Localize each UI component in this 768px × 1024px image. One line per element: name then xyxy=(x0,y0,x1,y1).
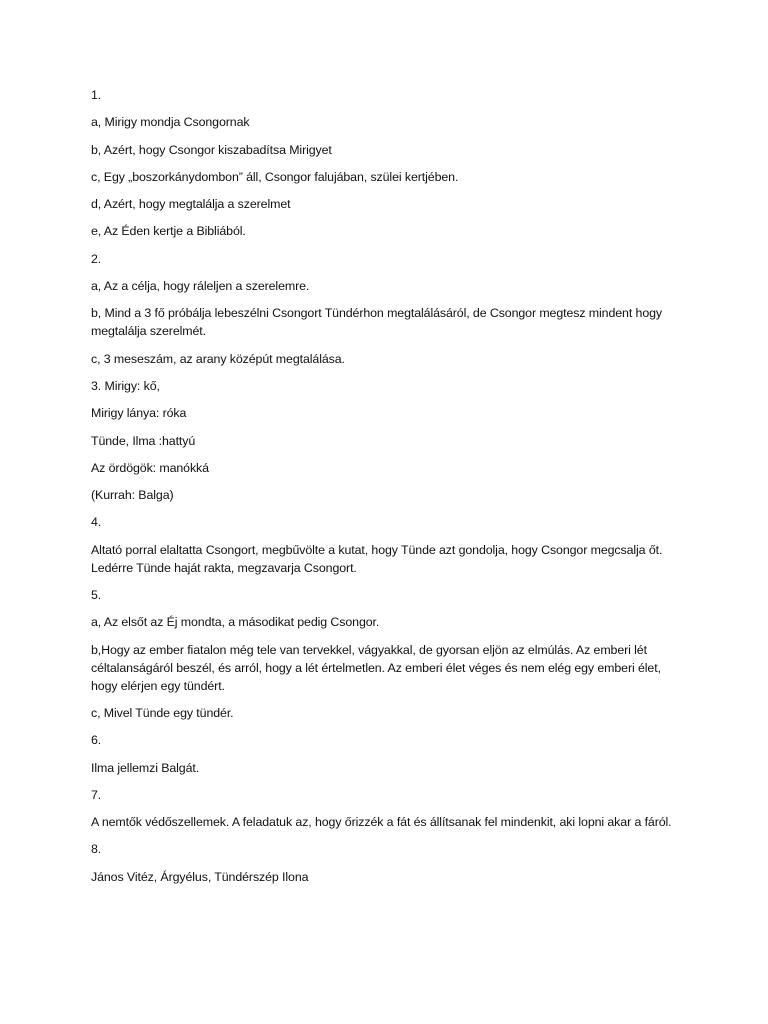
paragraph: b, Mind a 3 fő próbálja lebeszélni Csongort Tündérhon megtalálásáról, de Csongor megtesz mindent hogy megtalálja szerelmét. xyxy=(91,306,662,339)
paragraph: Tünde, Ilma :hattyú xyxy=(91,433,196,448)
paragraph: 5. xyxy=(91,588,102,603)
paragraph: a, Mirigy mondja Csongornak xyxy=(91,115,250,130)
paragraph: a, Az a célja, hogy ráleljen a szerelemre. xyxy=(91,279,310,294)
paragraph: 8. xyxy=(91,842,102,857)
paragraph: Ilma jellemzi Balgát. xyxy=(91,760,200,775)
paragraph: a, Az elsőt az Éj mondta, a másodikat pedig Csongor. xyxy=(91,615,380,630)
paragraph: b, Azért, hogy Csongor kiszabadítsa Mirigyet xyxy=(91,142,332,157)
paragraph: Mirigy lánya: róka xyxy=(91,406,187,421)
paragraph: Altató porral elaltatta Csongort, megbűvölte a kutat, hogy Tünde azt gondolja, hogy Csongor megcsalja őt. Ledérre Tünde haját rakta, megzavarja Csongort. xyxy=(91,542,663,575)
paragraph: Az ördögök: manókká xyxy=(91,460,209,475)
paragraph: János Vitéz, Árgyélus, Tündérszép Ilona xyxy=(91,869,309,884)
paragraph: 7. xyxy=(91,787,102,802)
paragraph: c, Mivel Tünde egy tündér. xyxy=(91,705,234,720)
paragraph: 3. Mirigy: kő, xyxy=(91,378,160,393)
paragraph: c, Egy „boszorkánydombon” áll, Csongor falujában, szülei kertjében. xyxy=(91,169,459,184)
paragraph: 1. xyxy=(91,88,102,102)
paragraph: 4. xyxy=(91,515,102,530)
document-page xyxy=(91,86,681,895)
paragraph: (Kurrah: Balga) xyxy=(91,488,174,503)
paragraph: e, Az Éden kertje a Bibliából. xyxy=(91,224,246,239)
paragraph: d, Azért, hogy megtalálja a szerelmet xyxy=(91,197,291,212)
paragraph: 2. xyxy=(91,251,102,266)
paragraph: b,Hogy az ember fiatalon még tele van tervekkel, vágyakkal, de gyorsan eljön az elmúlás. Az emberi lét céltalanságáról beszél, és arról, hogy a lét értelmetlen. Az emberi élet véges és nem elég egy emberi élet, hogy elérjen egy tündért. xyxy=(91,642,661,693)
paragraph: A nemtők védőszellemek. A feladatuk az, hogy őrizzék a fát és állítsanak fel mindenkit, aki lopni akar a fáról. xyxy=(91,815,672,830)
paragraph: c, 3 meseszám, az arany középút megtalálása. xyxy=(91,351,345,366)
paragraph: 6. xyxy=(91,733,102,748)
